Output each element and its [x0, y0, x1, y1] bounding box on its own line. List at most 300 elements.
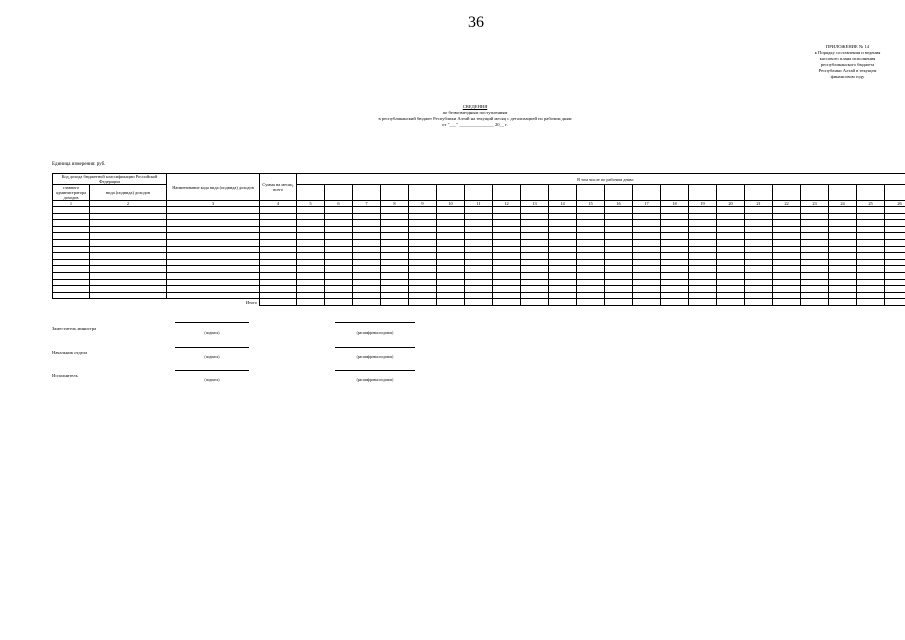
table-cell	[437, 239, 465, 246]
header-day-cell	[885, 185, 905, 201]
table-cell	[885, 259, 905, 266]
header-day-cell	[633, 185, 661, 201]
total-cell	[661, 299, 689, 306]
table-cell	[801, 259, 829, 266]
table-cell	[577, 246, 605, 253]
header-day-cell	[717, 185, 745, 201]
table-cell	[90, 233, 167, 240]
table-row	[53, 220, 905, 227]
column-number: 11	[465, 201, 493, 207]
table-cell	[801, 220, 829, 227]
table-cell	[605, 246, 633, 253]
column-number: 26	[885, 201, 905, 207]
table-cell	[549, 272, 577, 279]
table-cell	[437, 233, 465, 240]
table-cell	[260, 259, 297, 266]
table-cell	[297, 213, 325, 220]
signature-caption: (подпись)	[204, 378, 220, 382]
table-cell	[521, 259, 549, 266]
title-heading: СВЕДЕНИЯ	[462, 104, 488, 109]
table-cell	[325, 253, 353, 260]
table-cell	[381, 213, 409, 220]
table-cell	[549, 226, 577, 233]
table-cell	[633, 272, 661, 279]
table-cell	[493, 259, 521, 266]
table-cell	[437, 259, 465, 266]
signature-caption: (подпись)	[204, 331, 220, 335]
table-cell	[745, 233, 773, 240]
table-cell	[745, 272, 773, 279]
header-day-cell	[521, 185, 549, 201]
table-cell	[325, 259, 353, 266]
table-cell	[409, 259, 437, 266]
table-cell	[167, 286, 260, 293]
table-cell	[829, 226, 857, 233]
table-cell	[661, 292, 689, 299]
column-number: 17	[633, 201, 661, 207]
header-day-cell	[857, 185, 885, 201]
units-label: Единица измерения: руб.	[52, 162, 106, 167]
table-cell	[381, 259, 409, 266]
table-cell	[437, 207, 465, 214]
column-number: 7	[353, 201, 381, 207]
header-working-days: В том числе по рабочим дням:	[297, 174, 905, 185]
table-cell	[717, 226, 745, 233]
total-cell	[689, 299, 717, 306]
table-cell	[549, 279, 577, 286]
table-cell	[885, 292, 905, 299]
table-cell	[90, 286, 167, 293]
total-cell	[353, 299, 381, 306]
table-cell	[745, 207, 773, 214]
table-cell	[801, 246, 829, 253]
table-cell	[325, 207, 353, 214]
table-cell	[885, 279, 905, 286]
total-label: Итого	[53, 299, 260, 306]
table-cell	[493, 220, 521, 227]
table-cell	[829, 279, 857, 286]
table-row	[53, 292, 905, 299]
total-cell	[549, 299, 577, 306]
table-cell	[465, 239, 493, 246]
table-cell	[53, 266, 90, 273]
name-line	[335, 370, 415, 371]
table-cell	[493, 226, 521, 233]
table-cell	[381, 207, 409, 214]
table-cell	[437, 253, 465, 260]
table-cell	[325, 266, 353, 273]
table-cell	[465, 233, 493, 240]
table-cell	[773, 286, 801, 293]
table-cell	[885, 213, 905, 220]
table-cell	[53, 233, 90, 240]
table-cell	[577, 220, 605, 227]
table-row	[53, 272, 905, 279]
table-row	[53, 233, 905, 240]
table-cell	[465, 246, 493, 253]
table-cell	[717, 239, 745, 246]
table-cell	[857, 253, 885, 260]
table-cell	[885, 266, 905, 273]
table-cell	[297, 259, 325, 266]
appendix-note	[800, 44, 895, 80]
table-cell	[801, 279, 829, 286]
table-cell	[829, 253, 857, 260]
table-cell	[409, 279, 437, 286]
table-cell	[521, 253, 549, 260]
header-day-cell	[325, 185, 353, 201]
table-cell	[167, 279, 260, 286]
table-cell	[260, 213, 297, 220]
column-number: 2	[90, 201, 167, 207]
table-cell	[885, 220, 905, 227]
table-cell	[465, 253, 493, 260]
header-day-cell	[829, 185, 857, 201]
table-cell	[717, 246, 745, 253]
table-cell	[297, 239, 325, 246]
total-cell	[437, 299, 465, 306]
table-cell	[409, 207, 437, 214]
column-number: 8	[381, 201, 409, 207]
total-cell	[577, 299, 605, 306]
header-day-cell	[577, 185, 605, 201]
table-cell	[437, 213, 465, 220]
appendix-line: кассового плана исполнения	[819, 56, 876, 61]
table-cell	[717, 292, 745, 299]
header-day-cell	[353, 185, 381, 201]
header-day-cell	[493, 185, 521, 201]
table-cell	[90, 253, 167, 260]
table-cell	[773, 246, 801, 253]
table-cell	[577, 279, 605, 286]
column-number: 15	[577, 201, 605, 207]
table-cell	[353, 233, 381, 240]
title-date-line: от "___" _______________ 20__ г.	[442, 122, 508, 127]
table-cell	[465, 279, 493, 286]
table-cell	[493, 239, 521, 246]
table-cell	[167, 253, 260, 260]
table-cell	[437, 286, 465, 293]
column-number: 23	[801, 201, 829, 207]
table-cell	[577, 207, 605, 214]
table-cell	[167, 259, 260, 266]
table-cell	[773, 292, 801, 299]
table-cell	[577, 239, 605, 246]
table-cell	[829, 239, 857, 246]
column-number: 24	[829, 201, 857, 207]
column-number: 22	[773, 201, 801, 207]
table-cell	[605, 259, 633, 266]
title-description: в республиканский бюджет Республики Алтай на текущий месяц с детализацией по рабочим дням	[378, 116, 572, 121]
table-cell	[521, 266, 549, 273]
table-cell	[297, 253, 325, 260]
table-cell	[260, 226, 297, 233]
table-cell	[745, 226, 773, 233]
table-cell	[493, 213, 521, 220]
header-day-cell	[409, 185, 437, 201]
table-cell	[689, 226, 717, 233]
table-cell	[90, 272, 167, 279]
total-cell	[409, 299, 437, 306]
total-cell	[717, 299, 745, 306]
table-cell	[633, 266, 661, 273]
table-cell	[577, 253, 605, 260]
table-cell	[381, 246, 409, 253]
table-cell	[437, 279, 465, 286]
table-cell	[829, 246, 857, 253]
table-cell	[409, 292, 437, 299]
table-cell	[90, 266, 167, 273]
name-line	[335, 322, 415, 323]
table-cell	[745, 292, 773, 299]
table-cell	[381, 239, 409, 246]
table-cell	[717, 279, 745, 286]
table-row	[53, 253, 905, 260]
header-day-cell	[773, 185, 801, 201]
table-cell	[549, 253, 577, 260]
table-cell	[801, 266, 829, 273]
header-month-sum: Сумма на месяц, всего	[260, 174, 297, 201]
table-cell	[633, 226, 661, 233]
table-cell	[521, 279, 549, 286]
table-cell	[521, 207, 549, 214]
table-cell	[633, 292, 661, 299]
table-cell	[437, 220, 465, 227]
table-cell	[857, 233, 885, 240]
table-cell	[577, 266, 605, 273]
table-cell	[465, 266, 493, 273]
table-cell	[773, 279, 801, 286]
table-cell	[493, 266, 521, 273]
table-cell	[437, 292, 465, 299]
header-day-cell	[745, 185, 773, 201]
table-cell	[745, 286, 773, 293]
table-cell	[577, 233, 605, 240]
header-day-cell	[689, 185, 717, 201]
total-cell	[260, 299, 297, 306]
table-cell	[549, 266, 577, 273]
table-cell	[773, 253, 801, 260]
table-cell	[829, 220, 857, 227]
table-cell	[493, 272, 521, 279]
table-cell	[829, 286, 857, 293]
table-cell	[801, 272, 829, 279]
signature-role-head: Начальник отдела	[52, 350, 88, 355]
table-cell	[381, 220, 409, 227]
table-cell	[633, 220, 661, 227]
table-cell	[605, 292, 633, 299]
table-cell	[717, 207, 745, 214]
appendix-line: Республики Алтай в текущем	[818, 68, 877, 73]
table-cell	[801, 292, 829, 299]
table-cell	[167, 239, 260, 246]
table-cell	[90, 239, 167, 246]
signature-role-deputy: Заместитель министра	[52, 326, 97, 331]
table-cell	[773, 213, 801, 220]
table-cell	[353, 246, 381, 253]
table-cell	[521, 286, 549, 293]
table-cell	[577, 213, 605, 220]
table-cell	[549, 207, 577, 214]
signature-line	[175, 322, 249, 323]
table-cell	[260, 286, 297, 293]
column-number: 9	[409, 201, 437, 207]
table-cell	[53, 292, 90, 299]
appendix-line: финансовом году	[830, 74, 865, 79]
table-cell	[549, 220, 577, 227]
table-cell	[661, 226, 689, 233]
table-cell	[353, 292, 381, 299]
column-number: 20	[717, 201, 745, 207]
header-kind-code: вида (подвида) доходов	[90, 185, 167, 201]
table-cell	[465, 220, 493, 227]
table-cell	[689, 266, 717, 273]
table-cell	[857, 246, 885, 253]
table-cell	[53, 220, 90, 227]
table-cell	[577, 286, 605, 293]
table-cell	[605, 279, 633, 286]
table-cell	[353, 220, 381, 227]
table-cell	[53, 272, 90, 279]
table-cell	[829, 292, 857, 299]
table-cell	[260, 272, 297, 279]
table-cell	[325, 246, 353, 253]
table-cell	[465, 207, 493, 214]
table-cell	[53, 213, 90, 220]
table-cell	[745, 239, 773, 246]
table-cell	[90, 246, 167, 253]
table-cell	[353, 213, 381, 220]
table-cell	[717, 259, 745, 266]
column-number: 12	[493, 201, 521, 207]
table-cell	[857, 286, 885, 293]
table-cell	[167, 226, 260, 233]
table-cell	[167, 213, 260, 220]
table-cell	[717, 286, 745, 293]
table-cell	[661, 272, 689, 279]
table-cell	[661, 239, 689, 246]
total-cell	[381, 299, 409, 306]
table-cell	[633, 259, 661, 266]
column-number: 4	[260, 201, 297, 207]
table-cell	[829, 213, 857, 220]
table-cell	[661, 266, 689, 273]
table-cell	[745, 220, 773, 227]
header-day-cell	[437, 185, 465, 201]
table-cell	[297, 286, 325, 293]
table-cell	[885, 226, 905, 233]
total-cell	[633, 299, 661, 306]
table-cell	[773, 207, 801, 214]
signature-line	[175, 347, 249, 348]
table-cell	[689, 292, 717, 299]
table-cell	[493, 253, 521, 260]
header-day-cell	[605, 185, 633, 201]
total-cell	[857, 299, 885, 306]
table-row	[53, 239, 905, 246]
table-cell	[745, 279, 773, 286]
table-cell	[745, 253, 773, 260]
table-cell	[90, 292, 167, 299]
table-cell	[493, 286, 521, 293]
table-cell	[885, 233, 905, 240]
table-cell	[53, 246, 90, 253]
table-cell	[577, 272, 605, 279]
column-number: 3	[167, 201, 260, 207]
table-cell	[773, 272, 801, 279]
table-cell	[773, 233, 801, 240]
table-cell	[885, 272, 905, 279]
header-day-cell	[661, 185, 689, 201]
table-cell	[297, 233, 325, 240]
table-cell	[633, 279, 661, 286]
table-cell	[493, 246, 521, 253]
table-cell	[773, 239, 801, 246]
title-subtitle: по безвозмездным поступлениям	[442, 110, 508, 115]
column-number: 19	[689, 201, 717, 207]
table-cell	[717, 253, 745, 260]
header-day-cell	[465, 185, 493, 201]
signature-caption: (подпись)	[204, 355, 220, 359]
name-caption: (расшифровка подписи)	[356, 331, 394, 335]
table-cell	[605, 253, 633, 260]
total-cell	[465, 299, 493, 306]
header-row	[53, 174, 905, 185]
table-cell	[53, 279, 90, 286]
table-cell	[325, 239, 353, 246]
table-cell	[661, 286, 689, 293]
table-cell	[801, 239, 829, 246]
table-cell	[437, 266, 465, 273]
table-cell	[260, 253, 297, 260]
table-cell	[773, 226, 801, 233]
table-cell	[297, 246, 325, 253]
table-cell	[521, 233, 549, 240]
table-cell	[605, 233, 633, 240]
table-cell	[661, 233, 689, 240]
table-cell	[549, 286, 577, 293]
table-cell	[549, 259, 577, 266]
table-cell	[661, 279, 689, 286]
table-cell	[260, 292, 297, 299]
table-cell	[381, 292, 409, 299]
table-cell	[577, 259, 605, 266]
table-cell	[437, 246, 465, 253]
name-caption: (расшифровка подписи)	[356, 378, 394, 382]
table-cell	[857, 239, 885, 246]
table-cell	[353, 253, 381, 260]
total-row	[53, 299, 905, 306]
table-cell	[409, 286, 437, 293]
table-cell	[297, 207, 325, 214]
table-cell	[885, 253, 905, 260]
column-number: 25	[857, 201, 885, 207]
table-cell	[605, 220, 633, 227]
table-cell	[885, 286, 905, 293]
table-cell	[381, 286, 409, 293]
table-cell	[381, 233, 409, 240]
column-number: 14	[549, 201, 577, 207]
table-cell	[633, 207, 661, 214]
signature-role-executor: Исполнитель	[52, 373, 78, 378]
table-cell	[689, 253, 717, 260]
table-cell	[521, 246, 549, 253]
total-cell	[829, 299, 857, 306]
table-cell	[885, 246, 905, 253]
table-cell	[633, 213, 661, 220]
table-cell	[717, 266, 745, 273]
table-cell	[325, 233, 353, 240]
